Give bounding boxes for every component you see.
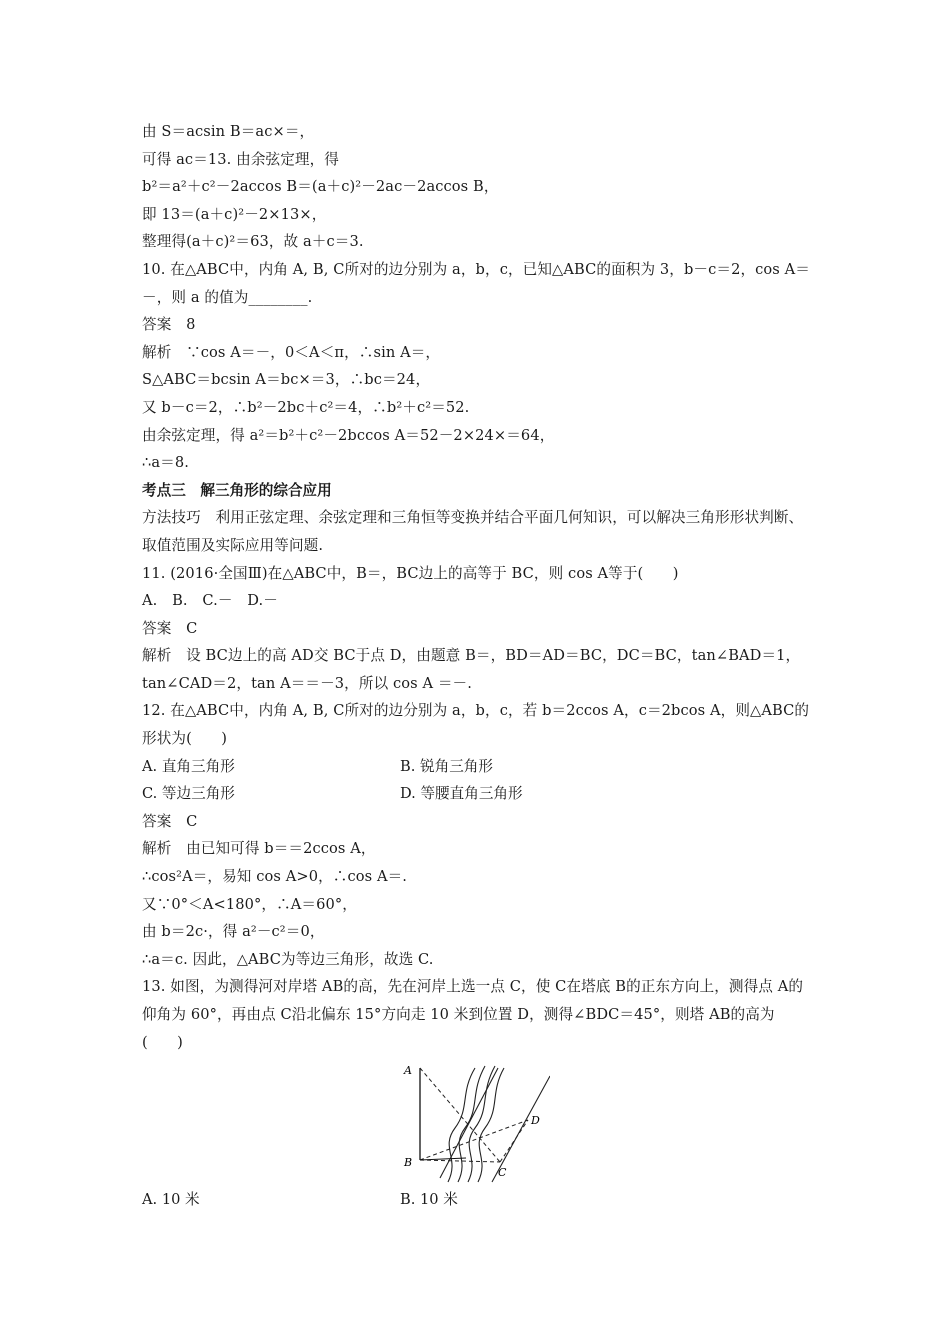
analysis-line: ∴a＝8.	[142, 454, 190, 472]
analysis-line: 解析 由已知可得 b＝＝2ccos A，	[142, 840, 376, 858]
top-solution	[142, 118, 814, 256]
options: A. B. C.－ D.－	[142, 592, 278, 610]
analysis-line: 又 b－c＝2，∴b²－2bc＋c²＝4，∴b²＋c²＝52.	[142, 398, 470, 416]
analysis-line: ∴cos²A＝，易知 cos A>0，∴cos A＝.	[142, 868, 408, 886]
ground-line	[420, 1158, 466, 1160]
section-title: 考点三 解三角形的综合应用	[142, 481, 332, 499]
document-page	[142, 118, 814, 1214]
dashed-lines	[420, 1068, 528, 1162]
text-line: 即 13＝(a＋c)²－2×13×，	[142, 205, 327, 223]
question-11	[142, 560, 814, 698]
question-13	[142, 973, 814, 1213]
option-b: B. 锐角三角形	[400, 757, 493, 775]
option-a: A. 10 米	[142, 1191, 200, 1209]
text-line: b²＝a²＋c²－2accos B＝(a＋c)²－2ac－2accos B，	[142, 178, 499, 196]
analysis: 解析 设 BC边上的高 AD交 BC于点 D，由题意 B＝，BD＝AD＝BC，DC＝BC，tan∠BAD＝1，tan∠CAD＝2，tan A＝＝－3，所以 cos A ＝－.	[142, 647, 801, 692]
question-10	[142, 256, 814, 477]
analysis-line: 解析 ∵cos A＝－，0＜A＜π，∴sin A＝，	[142, 343, 441, 361]
options-row	[142, 753, 814, 781]
option-b: B. 10 米	[400, 1191, 458, 1209]
label-a: A	[404, 1064, 412, 1078]
question-stem: 12. 在△ABC中，内角 A, B, C所对的边分别为 a，b，c，若 b＝2ccos A，c＝2bcos A，则△ABC的形状为( )	[142, 702, 810, 748]
options-row	[142, 1186, 814, 1214]
question-stem: 11. (2016·全国Ⅲ)在△ABC中，B＝，BC边上的高等于 BC，则 cos A等于( )	[142, 564, 679, 582]
geometry-diagram	[400, 1058, 550, 1184]
label-b: B	[404, 1156, 413, 1170]
section-3	[142, 477, 814, 560]
text-line: 由 S＝acsin B＝ac×＝，	[142, 123, 315, 140]
answer: 答案 C	[142, 812, 198, 830]
river-curves	[448, 1066, 504, 1182]
analysis-line: S△ABC＝bcsin A＝bc×＝3，∴bc＝24，	[142, 371, 431, 389]
options-row	[142, 780, 814, 808]
text-line: 可得 ac＝13. 由余弦定理，得	[142, 150, 339, 168]
text-line: 整理得(a＋c)²＝63，故 a＋c＝3.	[142, 233, 364, 251]
label-d: D	[531, 1114, 540, 1128]
river-tower-figure	[142, 1056, 814, 1186]
option-d: D. 等腰直角三角形	[400, 785, 523, 803]
answer: 答案 C	[142, 619, 198, 637]
question-12	[142, 697, 814, 973]
analysis-line: ∴a＝c. 因此，△ABC为等边三角形，故选 C.	[142, 950, 434, 968]
question-stem: 13. 如图，为测得河对岸塔 AB的高，先在河岸上选一点 C，使 C在塔底 B的正东方向上，测得点 A的仰角为 60°，再由点 C沿北偏东 15°方向走 10 米到位置 D，测得∠BDC＝45°，则塔 AB的高为( )	[142, 978, 804, 1051]
label-c: C	[498, 1166, 507, 1180]
analysis-line: 又∵0°＜A<180°，∴A＝60°，	[142, 895, 357, 913]
method-text: 方法技巧 利用正弦定理、余弦定理和三角恒等变换并结合平面几何知识，可以解决三角形形状判断、取值范围及实际应用等问题.	[142, 509, 804, 554]
analysis-line: 由 b＝2c·，得 a²－c²＝0，	[142, 923, 325, 941]
option-a: A. 直角三角形	[142, 757, 235, 775]
answer: 答案 8	[142, 316, 196, 334]
analysis-line: 由余弦定理，得 a²＝b²＋c²－2bccos A＝52－2×24×＝64，	[142, 426, 555, 444]
option-c: C. 等边三角形	[142, 785, 235, 803]
question-stem: 10. 在△ABC中，内角 A, B, C所对的边分别为 a，b，c，已知△ABC的面积为 3，b－c＝2，cos A＝－，则 a 的值为________.	[142, 260, 810, 306]
